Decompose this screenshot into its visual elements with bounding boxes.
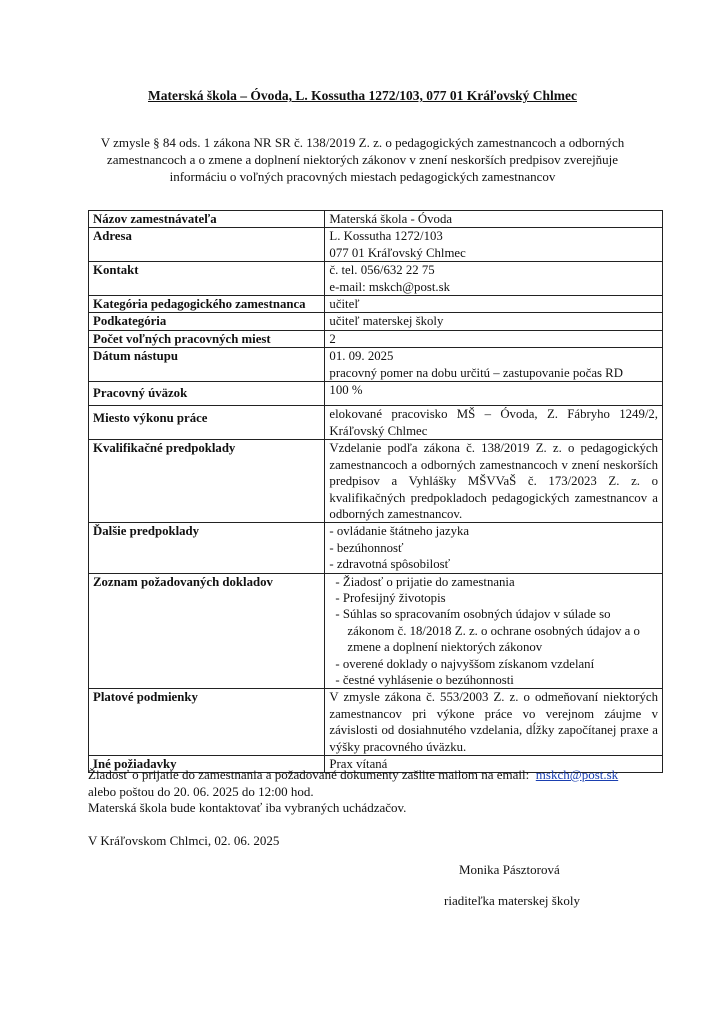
employer-label: Názov zamestnávateľa	[89, 211, 325, 228]
instructions-text: Žiadosť o prijatie do zamestnania a požadované dokumenty zašlite mailom na email:	[88, 767, 530, 782]
list-item: - overené doklady o najvyššom získanom vzdelaní	[335, 656, 595, 671]
job-info-table	[88, 210, 663, 773]
subcategory-value: učiteľ materskej školy	[325, 313, 663, 330]
workload-label: Pracovný úväzok	[89, 382, 325, 406]
table-row	[89, 313, 663, 330]
qualification-value: Vzdelanie podľa zákona č. 138/2019 Z. z. o pedagogických zamestnancoch a odborných zamestnancoch v znení neskorších predpisov a Vyhlášky MŠVVaŠ č. 173/2023 Z. z. o kvalifikačných predpokladoch pedagogických zamestnancov a odborných zamestnancov.	[325, 440, 663, 523]
subcategory-label: Podkategória	[89, 313, 325, 330]
category-value: učiteľ	[325, 296, 663, 313]
list-item: - ovládanie štátneho jazyka	[329, 524, 470, 539]
place-date: V Kráľovskom Chlmci, 02. 06. 2025	[88, 833, 280, 848]
list-item: - zdravotná spôsobilosť	[329, 557, 451, 572]
table-row	[89, 573, 663, 689]
start-value	[325, 348, 663, 382]
signature-role: riaditeľka materskej školy	[444, 893, 580, 908]
contact-label: Kontakt	[89, 262, 325, 296]
category-label: Kategória pedagogického zamestnanca	[89, 296, 325, 313]
email-link[interactable]: mskch@post.sk	[535, 767, 619, 782]
other-requirements-label: Ďalšie predpoklady	[89, 523, 325, 573]
location-value: elokované pracovisko MŠ – Óvoda, Z. Fábryho 1249/2, Kráľovský Chlmec	[325, 406, 663, 440]
table-row	[89, 211, 663, 228]
intro-paragraph: V zmysle § 84 ods. 1 zákona NR SR č. 138/2019 Z. z. o pedagogických zamestnancoch a odborných zamestnancoch a o zmene a doplnení niektorých zákonov v znení neskorších predpisov zverejňuje informáciu o voľných pracovných miestach pedagogických zamestnancov	[100, 135, 625, 184]
table-row	[89, 262, 663, 296]
table-row	[89, 406, 663, 440]
table-row	[89, 348, 663, 382]
list-item: - Žiadosť o prijatie do zamestnania	[335, 574, 515, 589]
address-line-2: 077 01 Kráľovský Chlmec	[329, 245, 466, 260]
other-label: Iné požiadavky	[89, 756, 325, 773]
documents-label: Zoznam požadovaných dokladov	[89, 573, 325, 689]
list-item: - Profesijný životopis	[335, 590, 446, 605]
contact-email: e-mail: mskch@post.sk	[329, 279, 450, 294]
instructions-line-3: Materská škola bude kontaktovať iba vybraných uchádzačov.	[88, 800, 407, 815]
start-label: Dátum nástupu	[89, 348, 325, 382]
table-row	[89, 330, 663, 347]
instructions-line-2: alebo poštou do 20. 06. 2025 do 12:00 hod.	[88, 783, 314, 799]
address-line-1: L. Kossutha 1272/103	[329, 229, 443, 244]
workload-value: 100 %	[325, 382, 663, 406]
signature-name: Monika Pásztorová	[459, 862, 560, 877]
other-value: Prax vítaná	[325, 756, 663, 773]
instructions-line-1	[88, 767, 668, 784]
table-row	[89, 689, 663, 756]
positions-value: 2	[325, 330, 663, 347]
table-row	[89, 523, 663, 573]
employer-value: Materská škola - Óvoda	[325, 211, 663, 228]
table-row	[89, 228, 663, 262]
application-instructions	[88, 767, 668, 817]
table-row	[89, 296, 663, 313]
start-date: 01. 09. 2025	[329, 349, 394, 364]
start-note: pracovný pomer na dobu určitú – zastupovanie počas RD	[329, 365, 623, 380]
list-item: - Súhlas so spracovaním osobných údajov v súlade so zákonom č. 18/2018 Z. z. o ochrane osobných údajov a o zmene a doplnení niektorých zákonov	[335, 607, 640, 655]
table-row	[89, 382, 663, 406]
qualification-label: Kvalifikačné predpoklady	[89, 440, 325, 523]
documents-value	[325, 573, 663, 689]
salary-label: Platové podmienky	[89, 689, 325, 756]
table-row	[89, 440, 663, 523]
contact-phone: č. tel. 056/632 22 75	[329, 263, 435, 278]
list-item: - bezúhonnosť	[329, 540, 404, 555]
contact-value	[325, 262, 663, 296]
address-label: Adresa	[89, 228, 325, 262]
address-value	[325, 228, 663, 262]
positions-label: Počet voľných pracovných miest	[89, 330, 325, 347]
list-item: - čestné vyhlásenie o bezúhonnosti	[335, 672, 514, 687]
document-title: Materská škola – Óvoda, L. Kossutha 1272/103, 077 01 Kráľovský Chlmec	[148, 88, 577, 103]
salary-value: V zmysle zákona č. 553/2003 Z. z. o odmeňovaní niektorých zamestnancov pri výkone práce vo verejnom záujme v závislosti od dosiahnutého vzdelania, dĺžky započítanej praxe a výšky pracovného úväzku.	[325, 689, 663, 756]
location-label: Miesto výkonu práce	[89, 406, 325, 440]
other-requirements-value	[325, 523, 663, 573]
